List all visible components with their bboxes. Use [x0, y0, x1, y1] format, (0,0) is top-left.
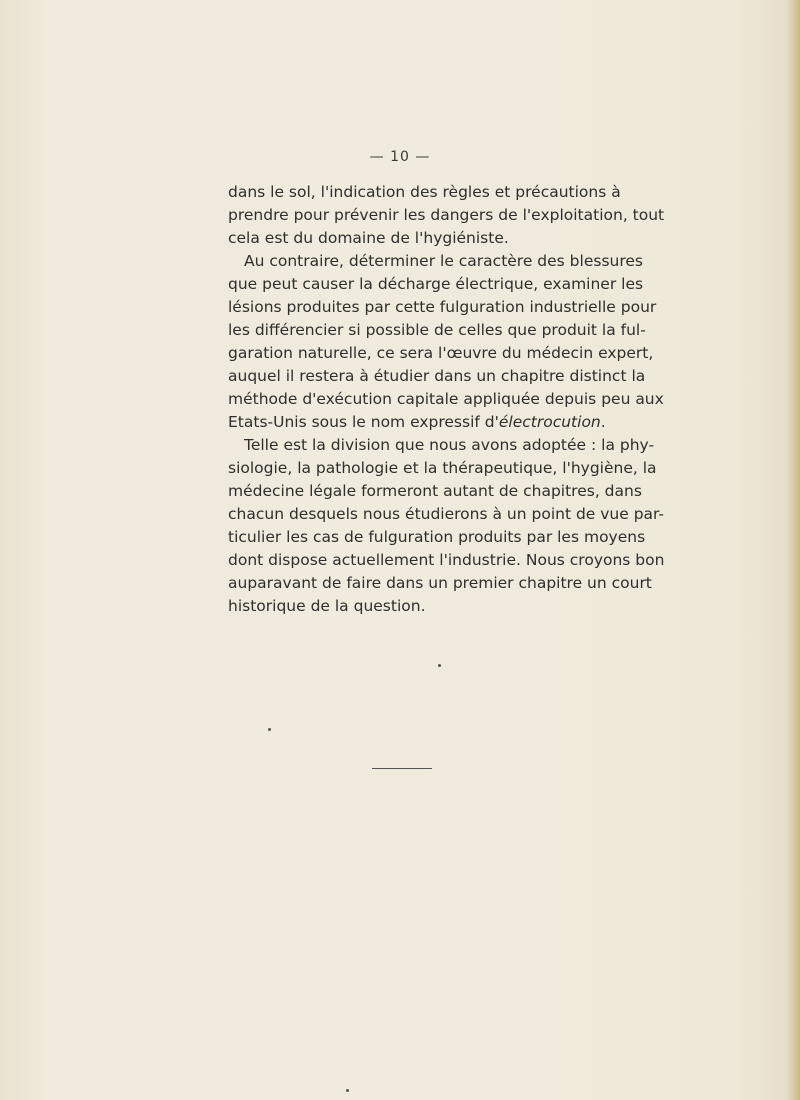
text-line: lésions produites par cette fulguration industrielle pour: [228, 298, 657, 316]
text-line: cela est du domaine de l'hygiéniste.: [228, 229, 509, 247]
text-line: prendre pour prévenir les dangers de l'exploitation, tout: [228, 206, 665, 224]
paragraph-3: [228, 434, 665, 618]
text-line: les différencier si possible de celles que produit la ful-: [228, 321, 646, 339]
paragraph-2: [228, 250, 664, 434]
text-line: chacun desquels nous étudierons à un point de vue par-: [228, 505, 665, 523]
text-line: historique de la question.: [228, 597, 426, 615]
text-line: ticulier les cas de fulguration produits par les moyens: [228, 528, 646, 546]
text-line: dont dispose actuellement l'industrie. Nous croyons bon: [228, 551, 665, 569]
text-line: méthode d'exécution capitale appliquée depuis peu aux: [228, 390, 664, 408]
text-line: auquel il restera à étudier dans un chapitre distinct la: [228, 367, 646, 385]
page-number: — 10 —: [369, 149, 431, 165]
ink-speck: [346, 1089, 349, 1092]
italic-term: électrocution: [498, 413, 601, 431]
section-divider: [372, 768, 432, 769]
text-line: dans le sol, l'indication des règles et précautions à: [228, 183, 621, 201]
page-edge-shadow: [786, 0, 800, 1100]
paragraph-1: [228, 181, 665, 250]
sentence-end: .: [600, 413, 606, 431]
text-line: [228, 411, 606, 434]
text-line: Au contraire, déterminer le caractère des blessures: [244, 252, 643, 270]
text-line: Telle est la division que nous avons adoptée : la phy-: [244, 436, 655, 454]
ink-speck: [268, 728, 271, 731]
text-line-start: Etats-Unis sous le nom expressif d': [228, 413, 499, 431]
body-text: [228, 181, 665, 618]
text-line: que peut causer la décharge électrique, examiner les: [228, 275, 644, 293]
text-line: auparavant de faire dans un premier chapitre un court: [228, 574, 652, 592]
ink-speck: [438, 664, 441, 667]
text-line: médecine légale formeront autant de chapitres, dans: [228, 482, 642, 500]
text-line: siologie, la pathologie et la thérapeutique, l'hygiène, la: [228, 459, 657, 477]
text-line: garation naturelle, ce sera l'œuvre du médecin expert,: [228, 344, 654, 362]
